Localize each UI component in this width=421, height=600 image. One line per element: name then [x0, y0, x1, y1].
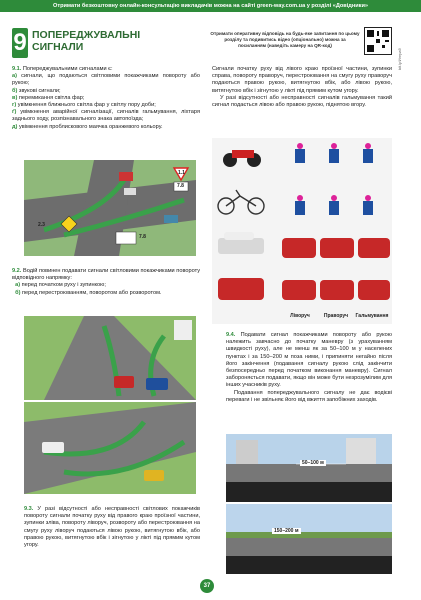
section-9-4: [226, 332, 392, 404]
intersection-illustration: [24, 160, 196, 256]
road-illustration-2: [24, 402, 196, 494]
section-9-3-continued: [212, 66, 392, 109]
sign-label: 7.8: [139, 234, 146, 240]
item-num: 9.2.: [12, 268, 22, 274]
qr-code[interactable]: [364, 27, 392, 55]
chapter-number: 9: [13, 29, 27, 56]
caption-brake: Гальмування: [355, 313, 389, 319]
text: увімкнення ближнього світла фар у світлу пору доби;: [17, 102, 156, 109]
text: увімкнення проблискового маячка оранжевого кольору.: [18, 123, 163, 130]
hand-signals-illustration: [212, 138, 392, 324]
chapter-title-line2: СИГНАЛИ: [32, 41, 84, 53]
item-key: г): [12, 102, 17, 109]
item-num: 9.4.: [226, 332, 236, 338]
item-num: 9.3.: [24, 506, 34, 512]
chapter-header: [12, 28, 200, 62]
section-9-1: [12, 66, 200, 131]
chapter-title: ПОПЕРЕДЖУВАЛЬНІ: [32, 29, 141, 41]
sign-label: 2.3: [38, 222, 45, 228]
text: У разі відсутності або несправності сигналів гальмування такий сигнал подається лівою або правою рукою, піднятою вгору.: [212, 94, 392, 109]
text: увімкнення аварійної сигналізації, сигналів гальмування, ліхтаря заднього ходу, розпізнавального знака автопоїзда;: [12, 109, 200, 123]
sign-label: 1.1: [178, 170, 185, 176]
text: Подавати сигнал покажчиками повороту або рукою належить завчасно до початку маневру (з урахуванням швидкості руху), але не менш як за 50–100 м у населених пунктах і за 150–200 м поза ними, і припиняти негайно після його закінчення (подавання сигналу рукою слід закінчити безпосередньо перед початком виконання маневру). Сигнал забороняється подавати, якщо він може бути незрозумілим для інших учасників руху.: [226, 332, 392, 389]
item-key: а): [12, 73, 17, 80]
distance-label: 150–200 м: [274, 528, 299, 534]
section-9-2: [12, 268, 200, 297]
qr-note: Отримати оперативну відповідь на будь-яке запитання по цьому розділу та подивитись відео (опціонально) можна за посиланням (наведіть камеру на QR-код): [210, 31, 360, 48]
road-illustration-1: [24, 316, 196, 400]
top-banner: Отримати безкоштовну онлайн-консультацію викладачів можна на сайті green-way.com.ua у розділі «Довідники»: [0, 0, 421, 12]
text: У разі відсутності або несправності світлових покажчиків повороту сигнали початку руху від правого краю проїзної частини, зупинки зліва, повороту ліворуч, розвороту або перестроювання на смугу руху ліворуч подаються лівою рукою, витягнутою вбік, або правою рукою, витягнутою вбік і зігнутою у лікті під прямим кутом угору.: [24, 506, 200, 549]
text: перед перестроюванням, поворотом або розворотом.: [22, 289, 162, 296]
item-key: б): [15, 289, 21, 296]
text: Попереджувальними сигналами є:: [22, 66, 113, 72]
distance-illustration-highway: [226, 504, 392, 574]
page-number: 37: [200, 579, 214, 593]
text: сигнали, що подаються світловими покажчиками повороту або рукою;: [12, 73, 200, 87]
caption-right: Праворуч: [323, 313, 349, 319]
side-link: bit.ly/Интра9: [398, 48, 402, 70]
text: Сигнали початку руху від лівого краю проїзної частини, зупинки справа, повороту праворуч, перестроювання на смугу руху праворуч подаються правою рукою, витягнутою вбік, або лівою рукою, витягнутою вбік і зігнутою у лікті під прямим кутом угору.: [212, 66, 392, 94]
distance-label: 50–100 м: [302, 460, 324, 466]
item-num: 9.1.: [12, 66, 22, 72]
text: перед початком руху і зупинкою;: [21, 282, 106, 289]
text: Водій повинен подавати сигнали світловими покажчиками повороту відповідного напрямку:: [12, 268, 200, 282]
item-key: б): [12, 87, 18, 94]
section-9-3: [24, 506, 200, 549]
item-key: в): [12, 94, 18, 101]
sign-label: 7.8: [177, 183, 184, 189]
caption-left: Ліворуч: [290, 313, 310, 319]
item-key: д): [12, 123, 18, 130]
text: Подавання попереджувального сигналу не дає водієві переваги і не звільняє його від вжиття запобіжних заходів.: [226, 389, 392, 403]
distance-illustration-city: [226, 434, 392, 502]
text: звукові сигнали;: [18, 87, 61, 94]
item-key: а): [15, 282, 21, 289]
item-key: ґ): [12, 109, 17, 116]
text: перемикання світла фар;: [18, 94, 85, 101]
